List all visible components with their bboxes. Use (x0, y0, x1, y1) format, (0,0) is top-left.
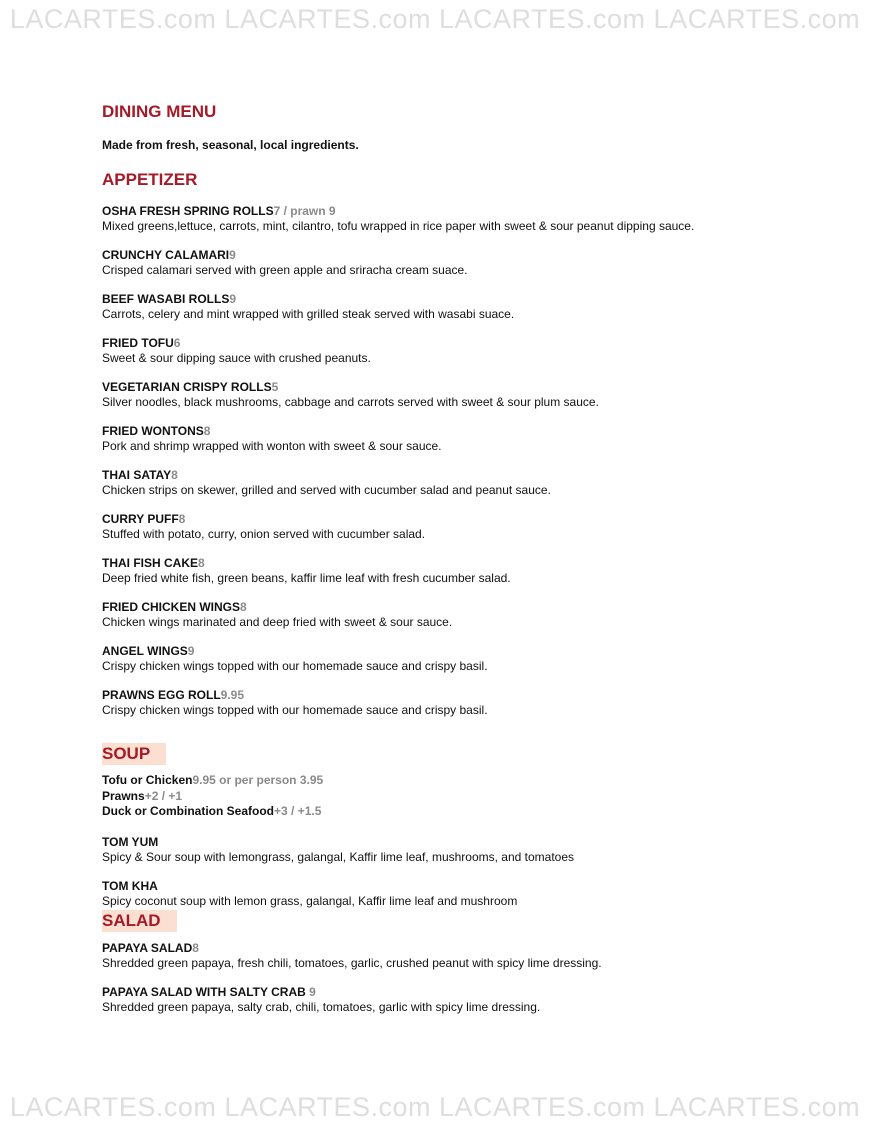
appetizer-item (102, 248, 802, 278)
appetizer-item (102, 336, 802, 366)
item-name: TOM YUM (102, 834, 159, 849)
item-price: 9 (309, 984, 316, 999)
appetizer-item (102, 512, 802, 542)
item-name: CURRY PUFF (102, 512, 179, 526)
protein-option: Tofu or Chicken (102, 773, 193, 787)
soup-price-list (102, 773, 802, 820)
item-description: Carrots, celery and mint wrapped with grilled steak served with wasabi suace. (102, 307, 515, 321)
item-price: 8 (240, 600, 247, 614)
appetizer-item (102, 468, 802, 498)
item-price: 8 (192, 940, 199, 955)
item-name: CRUNCHY CALAMARI (102, 248, 230, 262)
salad-section-title: SALAD (102, 910, 177, 932)
item-price: 8 (171, 468, 178, 482)
menu-tagline: Made from fresh, seasonal, local ingredients. (102, 138, 359, 152)
protein-option: Prawns (102, 788, 145, 803)
soup-item (102, 879, 802, 909)
appetizer-item (102, 424, 802, 454)
item-name: PAPAYA SALAD WITH SALTY CRAB (102, 984, 310, 999)
appetizer-item (102, 292, 802, 322)
item-description: Spicy & Sour soup with lemongrass, galangal, Kaffir lime leaf, mushrooms, and tomatoes (102, 849, 575, 864)
item-description: Deep fried white fish, green beans, kaffir lime leaf with fresh cucumber salad. (102, 571, 511, 585)
item-name: PAPAYA SALAD (102, 940, 193, 955)
appetizer-list (102, 204, 802, 718)
item-price: 5 (271, 380, 279, 394)
item-name: FRIED WONTONS (102, 424, 204, 438)
item-name: TOM KHA (102, 878, 158, 893)
soup-section-title: SOUP (102, 743, 166, 765)
appetizer-item (102, 380, 802, 410)
item-description: Stuffed with potato, curry, onion served with cucumber salad. (102, 527, 426, 541)
item-name: VEGETARIAN CRISPY ROLLS (102, 380, 272, 394)
item-description: Spicy coconut soup with lemon grass, galangal, Kaffir lime leaf and mushroom (102, 893, 518, 908)
protein-option: Duck or Combination Seafood (102, 804, 275, 818)
item-name: OSHA FRESH SPRING ROLLS (102, 204, 274, 218)
appetizer-item (102, 688, 802, 718)
soup-price-row (102, 789, 802, 805)
item-name: ANGEL WINGS (102, 644, 188, 658)
item-price: 9 (229, 292, 237, 306)
watermark-top: LACARTES.com LACARTES.com LACARTES.com LACARTES.com (9, 4, 861, 34)
soup-price-row (102, 804, 802, 820)
salad-item (102, 985, 802, 1015)
item-description: Shredded green papaya, fresh chili, tomatoes, garlic, crushed peanut with spicy lime dressing. (102, 955, 602, 970)
item-price: 8 (178, 512, 186, 526)
watermark-bottom: LACARTES.com LACARTES.com LACARTES.com LACARTES.com (9, 1092, 861, 1122)
option-price: +2 / +1 (144, 788, 183, 803)
item-description: Chicken strips on skewer, grilled and served with cucumber salad and peanut sauce. (102, 483, 551, 497)
item-price: 8 (203, 424, 211, 438)
item-name: PRAWNS EGG ROLL (102, 688, 221, 702)
appetizer-item (102, 600, 802, 630)
item-description: Crispy chicken wings topped with our homemade sauce and crispy basil. (102, 659, 488, 673)
menu-title: DINING MENU (102, 102, 217, 121)
item-description: Chicken wings marinated and deep fried with sweet & sour sauce. (102, 615, 453, 629)
salad-item (102, 941, 802, 971)
item-description: Shredded green papaya, salty crab, chili, tomatoes, garlic with spicy lime dressing. (102, 999, 541, 1014)
item-name: FRIED CHICKEN WINGS (102, 600, 240, 614)
appetizer-section-title: APPETIZER (102, 170, 198, 189)
appetizer-item (102, 644, 802, 674)
item-description: Mixed greens,lettuce, carrots, mint, cilantro, tofu wrapped in rice paper with sweet & sour peanut dipping sauce. (102, 219, 695, 233)
item-name: FRIED TOFU (102, 336, 174, 350)
item-price: 7 / prawn 9 (273, 204, 336, 218)
appetizer-item (102, 556, 802, 586)
item-name: BEEF WASABI ROLLS (102, 292, 230, 306)
item-description: Pork and shrimp wrapped with wonton with sweet & sour sauce. (102, 439, 442, 453)
soup-item (102, 835, 802, 865)
appetizer-item (102, 204, 802, 234)
item-price: 9 (187, 644, 195, 658)
salad-list (102, 941, 802, 1015)
option-price: +3 / +1.5 (274, 804, 322, 818)
item-description: Crispy chicken wings topped with our homemade sauce and crispy basil. (102, 703, 488, 717)
item-description: Crisped calamari served with green apple and sriracha cream suace. (102, 263, 468, 277)
soup-list (102, 835, 802, 909)
item-name: THAI SATAY (102, 468, 172, 482)
item-price: 8 (198, 556, 205, 570)
item-description: Sweet & sour dipping sauce with crushed peanuts. (102, 351, 371, 365)
soup-price-row (102, 773, 802, 789)
menu-page (102, 102, 802, 1015)
option-price: 9.95 or per person 3.95 (192, 773, 324, 787)
item-price: 9.95 (220, 688, 245, 702)
item-description: Silver noodles, black mushrooms, cabbage and carrots served with sweet & sour plum sauce. (102, 395, 599, 409)
item-price: 9 (229, 248, 236, 262)
item-price: 6 (173, 336, 181, 350)
item-name: THAI FISH CAKE (102, 556, 198, 570)
